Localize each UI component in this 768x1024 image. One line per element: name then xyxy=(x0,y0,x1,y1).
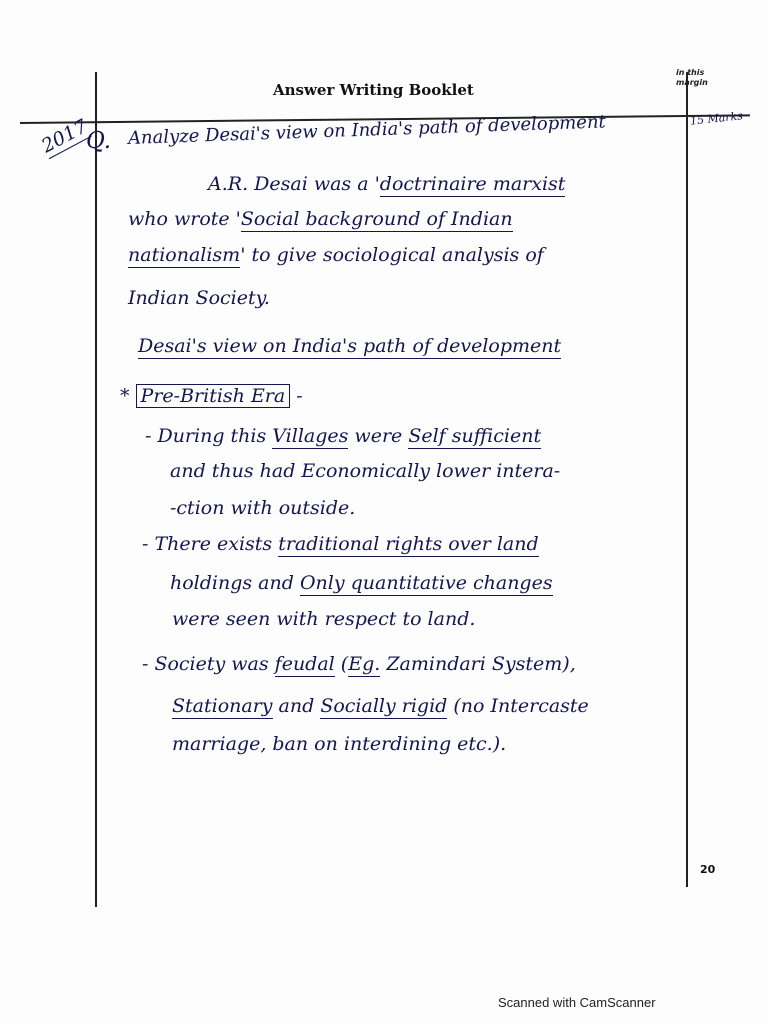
intro-book-part1: Social background of Indian xyxy=(240,208,513,230)
p1-a: - During this xyxy=(145,425,273,447)
intro-book-part2: nationalism xyxy=(128,244,241,266)
intro-line-2 xyxy=(128,208,513,230)
p1-b: were xyxy=(348,425,409,447)
p2-quantitative: Only quantitative changes xyxy=(299,572,553,594)
point-2-line-2 xyxy=(170,572,553,594)
left-margin-rule xyxy=(95,72,97,907)
p3-c: Zamindari System), xyxy=(380,653,576,675)
intro-line3-post: ' to give sociological analysis of xyxy=(240,244,544,266)
p3-socially-rigid: Socially rigid xyxy=(320,695,448,717)
intro-line-4: Indian Society. xyxy=(128,287,270,309)
p3-eg: Eg. xyxy=(348,653,381,675)
intro-line-3 xyxy=(128,244,544,266)
marks-label: 15 Marks xyxy=(689,109,744,128)
question-text: Analyze Desai's view on India's path of development xyxy=(127,111,607,149)
intro-line2-pre: who wrote ' xyxy=(128,208,241,230)
intro-pre: A.R. Desai was a ' xyxy=(208,173,380,195)
margin-label xyxy=(676,68,736,88)
era-title-box: Pre-British Era xyxy=(136,384,291,408)
question-marker: Q. xyxy=(86,128,112,154)
intro-term: doctrinaire marxist xyxy=(379,173,566,195)
page-number: 20 xyxy=(700,863,716,876)
p3-a: - Society was xyxy=(142,653,275,675)
point-3-line-1 xyxy=(142,653,576,675)
section-heading: Desai's view on India's path of development xyxy=(138,335,562,357)
question-year: 2017 xyxy=(38,115,92,158)
p3-feudal: feudal xyxy=(274,653,335,675)
point-3-line-3: marriage, ban on interdining etc.). xyxy=(172,733,507,755)
margin-label-top: in this xyxy=(676,68,705,77)
p3-e: (no Intercaste xyxy=(447,695,589,717)
point-1-line-1 xyxy=(145,425,541,447)
margin-label-bottom: margin xyxy=(676,78,708,87)
p2-rights: traditional rights over land xyxy=(278,533,539,555)
point-2-line-1 xyxy=(142,533,539,555)
point-3-line-2 xyxy=(172,695,589,717)
point-1-line-3: -ction with outside. xyxy=(170,497,356,519)
p1-self-sufficient: Self sufficient xyxy=(408,425,542,447)
point-2-line-3: were seen with respect to land. xyxy=(172,608,476,630)
p2-a: - There exists xyxy=(142,533,279,555)
booklet-title: Answer Writing Booklet xyxy=(273,81,474,99)
p2-line2-a: holdings and xyxy=(170,572,300,594)
p3-stationary: Stationary xyxy=(172,695,273,717)
right-margin-rule xyxy=(686,72,688,887)
p3-d: and xyxy=(272,695,321,717)
era-dash: - xyxy=(296,385,303,407)
scanner-watermark: Scanned with CamScanner xyxy=(498,995,656,1010)
p1-villages: Villages xyxy=(272,425,349,447)
intro-line-1 xyxy=(208,173,565,195)
bullet-star: * xyxy=(120,385,130,407)
p3-b: ( xyxy=(334,653,349,675)
point-1-line-2: and thus had Economically lower intera- xyxy=(170,460,561,482)
era-heading xyxy=(120,385,303,407)
